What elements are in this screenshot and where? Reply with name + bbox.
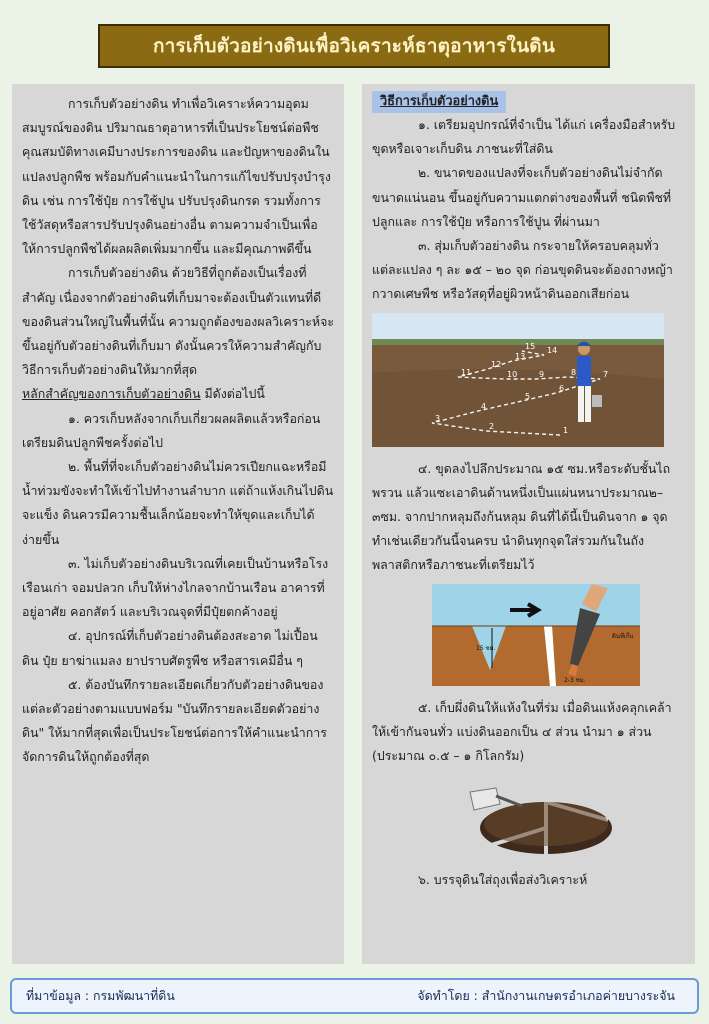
- sampling-point-label: 2: [489, 421, 495, 431]
- sampling-point-label: 1: [563, 425, 569, 435]
- sampling-point-label: 15: [525, 341, 536, 351]
- sampling-point-label: 9: [539, 369, 545, 379]
- sampling-point-label: 14: [547, 345, 558, 355]
- principle-item: ๓. ไม่เก็บตัวอย่างดินบริเวณที่เคยเป็นบ้านหรือโรงเรือนเก่า จอมปลวก เก็บให้ห่างไกลจากบ้านเรือน อาคารที่อยู่อาศัย คอกสัตว์ และบริเวณจุดที่มีปุ๋ยตกค้างอยู่: [22, 555, 329, 620]
- sampling-point-label: 7: [603, 369, 609, 379]
- sampling-point-label: 11: [461, 367, 472, 377]
- method-step: ๔. ขุดลงไปลึกประมาณ ๑๕ ซม.หรือระดับชั้นไถพรวน แล้วแซะเอาดินด้านหนึ่งเป็นแผ่นหนาประมาณ๒–๓ซม. จากปากหลุมถึงก้นหลุม ดินที่ได้นี้เป็นดินจาก ๑ จุด ทำเช่นเดียวกันนี้จนครบ นำดินทุกจุดใส่รวมกันในถังพลาสติกหรือภาชนะที่เตรียมไว้: [372, 460, 671, 573]
- method-step: ๒. ขนาดของแปลงที่จะเก็บตัวอย่างดินไม่จำกัดขนาดแน่นอน ขึ้นอยู่กับความแตกต่างของพื้นที่ ชนิดพืชที่ปลูกและ การใช้ปุ๋ย หรือการใช้ปูน ที่ผ่านมา: [372, 165, 672, 229]
- principle-item: ๒. พื้นที่ที่จะเก็บตัวอย่างดินไม่ควรเปียกแฉะหรือมีน้ำท่วมขังจะทำให้เข้าไปทำงานลำบาก แต่ถ้าแห้งเกินไปดินจะแข็ง ดินควรมีความชื้นเล็กน้อยจะทำให้ขุดและเก็บได้ง่ายขึ้น: [22, 459, 334, 547]
- field-sampling-illustration: [372, 313, 685, 451]
- method-step: ๕. เก็บผึ่งดินให้แห้งในที่ร่ม เมื่อดินแห้งคลุกเคล้าให้เข้ากันจนทั่ว แบ่งดินออกเป็น ๔ ส่วน นำมา ๑ ส่วน (ประมาณ ๐.๕ – ๑ กิโลกรัม): [372, 699, 672, 764]
- method-heading: วิธีการเก็บตัวอย่างดิน: [372, 91, 506, 113]
- intro-paragraph-1: การเก็บตัวอย่างดิน ทำเพื่อวิเคราะห์ความอุดมสมบูรณ์ของดิน ปริมาณธาตุอาหารที่เป็นประโยชน์ต่อพืช คุณสมบัติทางเคมีบางประการของดิน และปัญหาของดินในแปลงปลูกพืช พร้อมกับคำแนะนำในการแก้ไขปรับปรุงบำรุงดิน เช่น การใช้ปุ๋ย การใช้ปูน ปรับปรุงดินกรด รวมทั้งการใช้วัสดุหรือสารปรับปรุงดินอย่างอื่น ตามความจำเป็นเพื่อให้การปลูกพืชได้ผลผลิตเพิ่มมากขึ้น และมีคุณภาพดีขึ้น: [22, 96, 331, 257]
- principle-item: ๔. อุปกรณ์ที่เก็บตัวอย่างดินต้องสะอาด ไม่เปื้อนดิน ปุ๋ย ยาฆ่าแมลง ยาปราบศัตรูพืช หรือสารเคมีอื่น ๆ: [22, 628, 318, 668]
- digging-svg: [432, 584, 640, 686]
- principles-heading-line: [22, 382, 334, 406]
- quartering-svg: [448, 774, 618, 860]
- sampling-point-label: 6: [559, 383, 565, 393]
- principles-heading: หลักสำคัญของการเก็บตัวอย่างดิน: [22, 386, 201, 402]
- sampling-point-label: 5: [525, 391, 531, 401]
- intro-paragraph-2: การเก็บตัวอย่างดิน ด้วยวิธีที่ถูกต้องเป็นเรื่องที่สำคัญ เนื่องจากตัวอย่างดินที่เก็บมาจะต้องเป็นตัวแทนที่ดีของดินส่วนใหญ่ในพื้นที่นั้น ความถูกต้องของผลวิเคราะห์จะขึ้นอยู่กับตัวอย่างดินที่เก็บมา ดังนั้นควรให้ความสำคัญกับวิธีการเก็บตัวอย่างดินให้มากที่สุด: [22, 265, 335, 378]
- page-title: การเก็บตัวอย่างดินเพื่อวิเคราะห์ธาตุอาหารในดิน: [152, 35, 556, 57]
- title-banner: [98, 24, 610, 68]
- method-step: ๑. เตรียมอุปกรณ์ที่จำเป็น ได้แก่ เครื่องมือสำหรับขุดหรือเจาะเก็บดิน ภาชนะที่ใส่ดิน: [372, 117, 676, 157]
- left-column: [12, 84, 344, 964]
- digging-illustration: [372, 584, 685, 690]
- sample-label: ดินที่เก็บ: [612, 632, 634, 640]
- field-sampling-svg: [372, 313, 664, 447]
- method-step: ๖. บรรจุดินใส่ถุงเพื่อส่งวิเคราะห์: [418, 872, 588, 888]
- principle-item: ๑. ควรเก็บหลังจากเก็บเกี่ยวผลผลิตแล้วหรือก่อนเตรียมดินปลูกพืชครั้งต่อไป: [22, 410, 321, 450]
- sampling-point-label: 12: [491, 359, 502, 369]
- method-step: ๓. สุ่มเก็บตัวอย่างดิน กระจายให้ครอบคลุมทั่วแต่ละแปลง ๆ ละ ๑๕ – ๒๐ จุด ก่อนขุดดินจะต้องถางหญ้า กวาดเศษพืช หรือวัสดุที่อยู่ผิวหน้าดินออกเสียก่อน: [372, 238, 673, 302]
- sampling-point-label: 4: [481, 401, 487, 411]
- producer-credit: จัดทำโดย : สำนักงานเกษตรอำเภอค่ายบางระจัน: [417, 987, 675, 1003]
- sampling-point-label: 3: [435, 413, 441, 423]
- principle-item: ๕. ต้องบันทึกรายละเอียดเกี่ยวกับตัวอย่างดินของแต่ละตัวอย่างตามแบบฟอร์ม "บันทึกรายละเอียดตัวอย่างดิน" ให้มากที่สุดเพื่อเป็นประโยชน์ต่อการให้คำแนะนำการจัดการดินให้ถูกต้องที่สุด: [22, 676, 327, 765]
- footer-bar: [10, 978, 699, 1014]
- source-credit: ที่มาข้อมูล : กรมพัฒนาที่ดิน: [26, 987, 175, 1003]
- quartering-illustration: [372, 774, 685, 862]
- slice-label: 2-3 ซม.: [564, 676, 586, 684]
- principles-heading-suffix: มีดังต่อไปนี้: [200, 386, 265, 402]
- right-column: [362, 84, 695, 964]
- sampling-point-label: 10: [507, 369, 518, 379]
- depth-label: 15 ซม.: [476, 644, 496, 652]
- sampling-point-label: 8: [571, 367, 577, 377]
- sampling-point-label: 13: [515, 351, 526, 361]
